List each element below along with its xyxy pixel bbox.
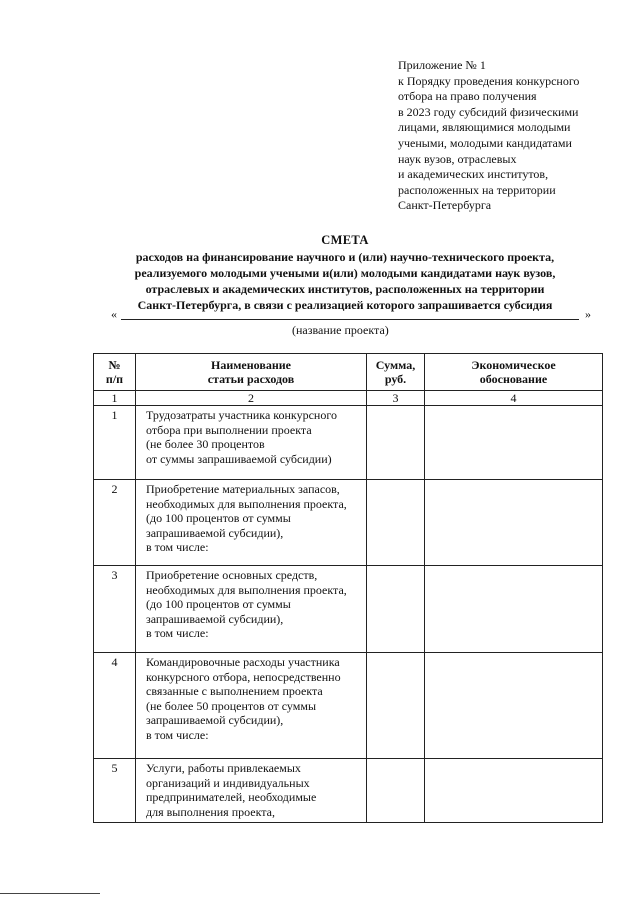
appendix-line: учеными, молодыми кандидатами xyxy=(398,135,572,150)
column-header-amount: Сумма, руб. xyxy=(367,354,425,391)
amount-cell[interactable] xyxy=(367,406,425,480)
row-number: 2 xyxy=(94,480,136,566)
table-row xyxy=(94,653,603,759)
appendix-line: в 2023 году субсидий физическими xyxy=(398,104,579,119)
column-number: 4 xyxy=(425,391,603,406)
column-header-justification: Экономическое обоснование xyxy=(425,354,603,391)
table-row xyxy=(94,406,603,480)
expense-item: Услуги, работы привлекаемых организаций и индивидуальных предпринимателей, необходимые для выполнения проекта, xyxy=(136,759,367,823)
appendix-line: лицами, являющимися молодыми xyxy=(398,120,571,135)
subtitle-line: реализуемого молодыми учеными и(или) молодыми кандидатами наук вузов, xyxy=(134,266,556,280)
justification-cell[interactable] xyxy=(425,406,603,480)
project-name-underline xyxy=(121,319,579,320)
row-number: 1 xyxy=(94,406,136,480)
justification-cell[interactable] xyxy=(425,566,603,653)
expense-item: Приобретение материальных запасов, необходимых для выполнения проекта, (до 100 процентов от суммы запрашиваемой субсидии), в том числе: xyxy=(136,480,367,566)
appendix-note xyxy=(398,58,628,214)
column-header-item: Наименование статьи расходов xyxy=(136,354,367,391)
appendix-line: Приложение № 1 xyxy=(398,58,486,72)
row-number: 5 xyxy=(94,759,136,823)
amount-cell[interactable] xyxy=(367,480,425,566)
document-subtitle xyxy=(110,249,580,313)
appendix-line: к Порядку проведения конкурсного xyxy=(398,73,580,88)
subtitle-line: расходов на финансирование научного и (или) научно-технического проекта, xyxy=(135,250,555,264)
appendix-line: отбора на право получения xyxy=(398,89,537,104)
project-name-field xyxy=(111,307,591,323)
row-number: 4 xyxy=(94,653,136,759)
row-number: 3 xyxy=(94,566,136,653)
column-number: 2 xyxy=(136,391,367,406)
appendix-line: расположенных на территории xyxy=(398,182,556,197)
open-quote: « xyxy=(111,307,117,321)
document-title: СМЕТА xyxy=(321,233,369,247)
appendix-line: наук вузов, отраслевых xyxy=(398,151,517,166)
subtitle-line: Санкт-Петербурга, в связи с реализацией которого запрашивается субсидия xyxy=(137,298,553,312)
column-number: 3 xyxy=(367,391,425,406)
justification-cell[interactable] xyxy=(425,653,603,759)
expense-item: Приобретение основных средств, необходимых для выполнения проекта, (до 100 процентов от суммы запрашиваемой субсидии), в том числе: xyxy=(136,566,367,653)
budget-table xyxy=(93,353,603,823)
close-quote: » xyxy=(585,307,591,321)
table-row xyxy=(94,566,603,653)
column-number: 1 xyxy=(94,391,136,406)
appendix-line: Санкт-Петербурга xyxy=(398,198,492,213)
subtitle-line: отраслевых и академических институтов, расположенных на территории xyxy=(145,282,545,296)
column-header-number: № п/п xyxy=(94,354,136,391)
amount-cell[interactable] xyxy=(367,759,425,823)
amount-cell[interactable] xyxy=(367,566,425,653)
table-header-row xyxy=(94,354,603,391)
column-numbers-row xyxy=(94,391,603,406)
project-name-caption: (название проекта) xyxy=(292,323,389,337)
appendix-line: и академических институтов, xyxy=(398,167,549,182)
table-row xyxy=(94,759,603,823)
expense-item: Трудозатраты участника конкурсного отбора при выполнении проекта (не более 30 процентов от суммы запрашиваемой субсидии) xyxy=(136,406,367,480)
amount-cell[interactable] xyxy=(367,653,425,759)
table-row xyxy=(94,480,603,566)
footnote-divider xyxy=(0,893,100,894)
justification-cell[interactable] xyxy=(425,759,603,823)
justification-cell[interactable] xyxy=(425,480,603,566)
expense-item: Командировочные расходы участника конкурсного отбора, непосредственно связанные с выполнением проекта (не более 50 процентов от суммы запрашиваемой субсидии), в том числе: xyxy=(136,653,367,759)
